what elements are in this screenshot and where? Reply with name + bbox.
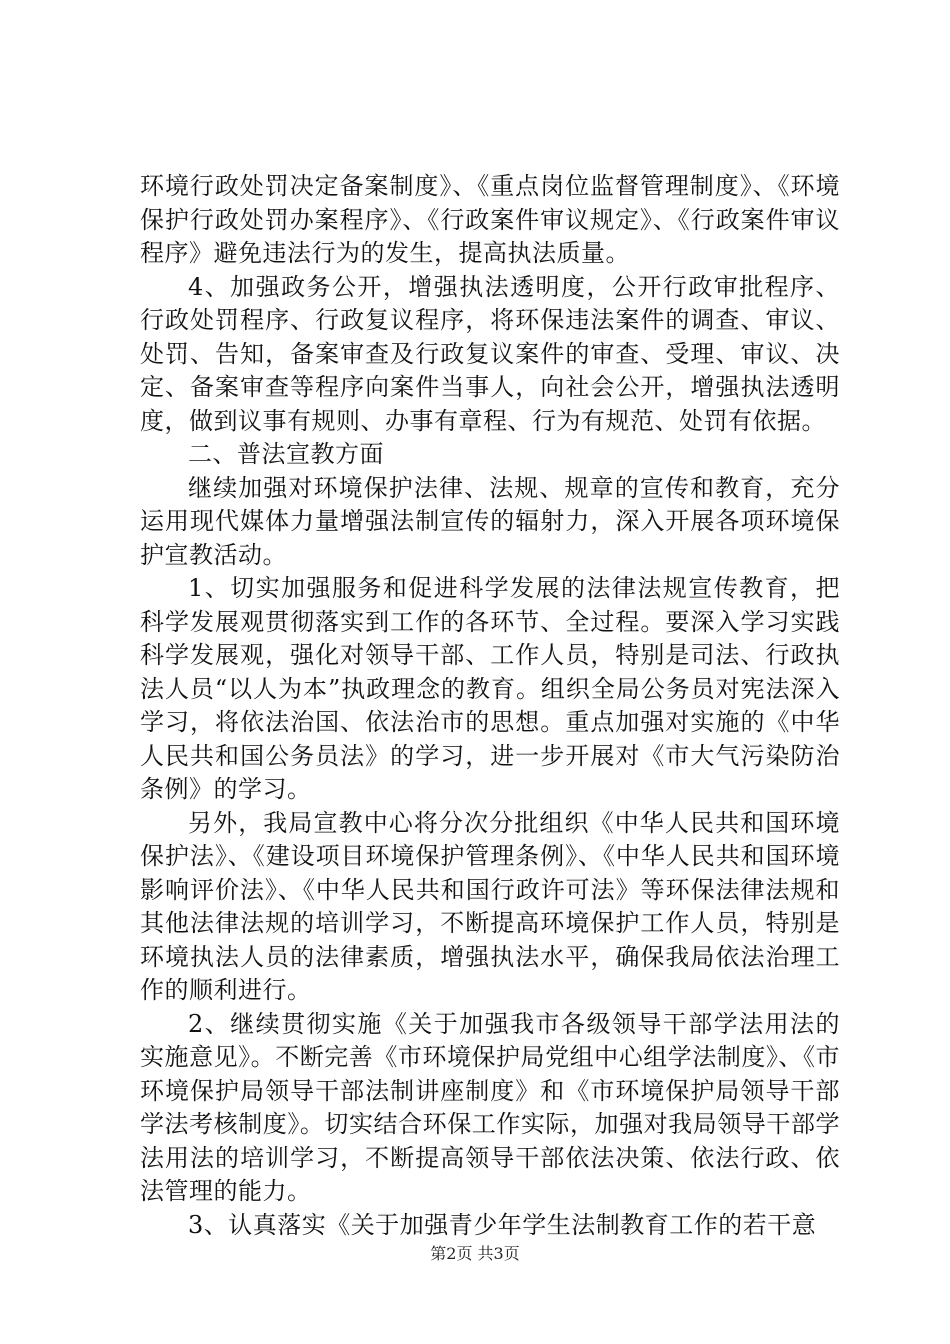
paragraph-item-1: 1、切实加强服务和促进科学发展的法律法规宣传教育，把科学发展观贯彻落实到工作的各环节、全过程。要深入学习实践科学发展观，强化对领导干部、工作人员，特别是司法、行政执法人员“以人为本”执政理念的教育。组织全局公务员对宪法深入学习，将依法治国、依法治市的思想。重点加强对实施的《中华人民共和国公务员法》的学习，进一步开展对《市大气污染防治条例》的学习。 — [140, 574, 840, 803]
paragraph-additional: 另外，我局宣教中心将分次分批组织《中华人民共和国环境保护法》、《建设项目环境保护管理条例》、《中华人民共和国环境影响评价法》、《中华人民共和国行政许可法》等环保法律法规和其他法律法规的培训学习，不断提高环境保护工作人员，特别是环境执法人员的法律素质，增强执法水平，确保我局依法治理工作的顺利进行。 — [140, 808, 840, 1004]
paragraph-item-4: 4、加强政务公开，增强执法透明度，公开行政审批程序、行政处罚程序、行政复议程序，将环保违法案件的调查、审议、处罚、告知，备案审查及行政复议案件的审查、受理、审议、决定、备案审查等程序向案件当事人，向社会公开，增强执法透明度，做到议事有规则、办事有章程、行为有规范、处罚有依据。 — [140, 272, 840, 435]
page-footer: 第2页 共3页 — [430, 1244, 520, 1263]
section-heading: 二、普法宣教方面 — [188, 440, 384, 468]
document-body — [140, 170, 840, 1242]
paragraph-continued: 环境行政处罚决定备案制度》、《重点岗位监督管理制度》、《环境保护行政处罚办案程序》、《行政案件审议规定》、《行政案件审议程序》避免违法行为的发生，提高执法质量。 — [140, 172, 840, 267]
paragraph-intro: 继续加强对环境保护法律、法规、规章的宣传和教育，充分运用现代媒体力量增强法制宣传的辐射力，深入开展各项环境保护宣教活动。 — [140, 473, 840, 569]
paragraph-item-3: 3、认真落实《关于加强青少年学生法制教育工作的若干意 — [188, 1210, 817, 1239]
paragraph-item-2: 2、继续贯彻实施《关于加强我市各级领导干部学法用法的实施意见》。不断完善《市环境保护局党组中心组学法制度》、《市环境保护局领导干部法制讲座制度》和《市环境保护局领导干部学法考核制度》。切实结合环保工作实际，加强对我局领导干部学法用法的培训学习，不断提高领导干部依法决策、依法行政、依法管理的能力。 — [140, 1009, 840, 1205]
